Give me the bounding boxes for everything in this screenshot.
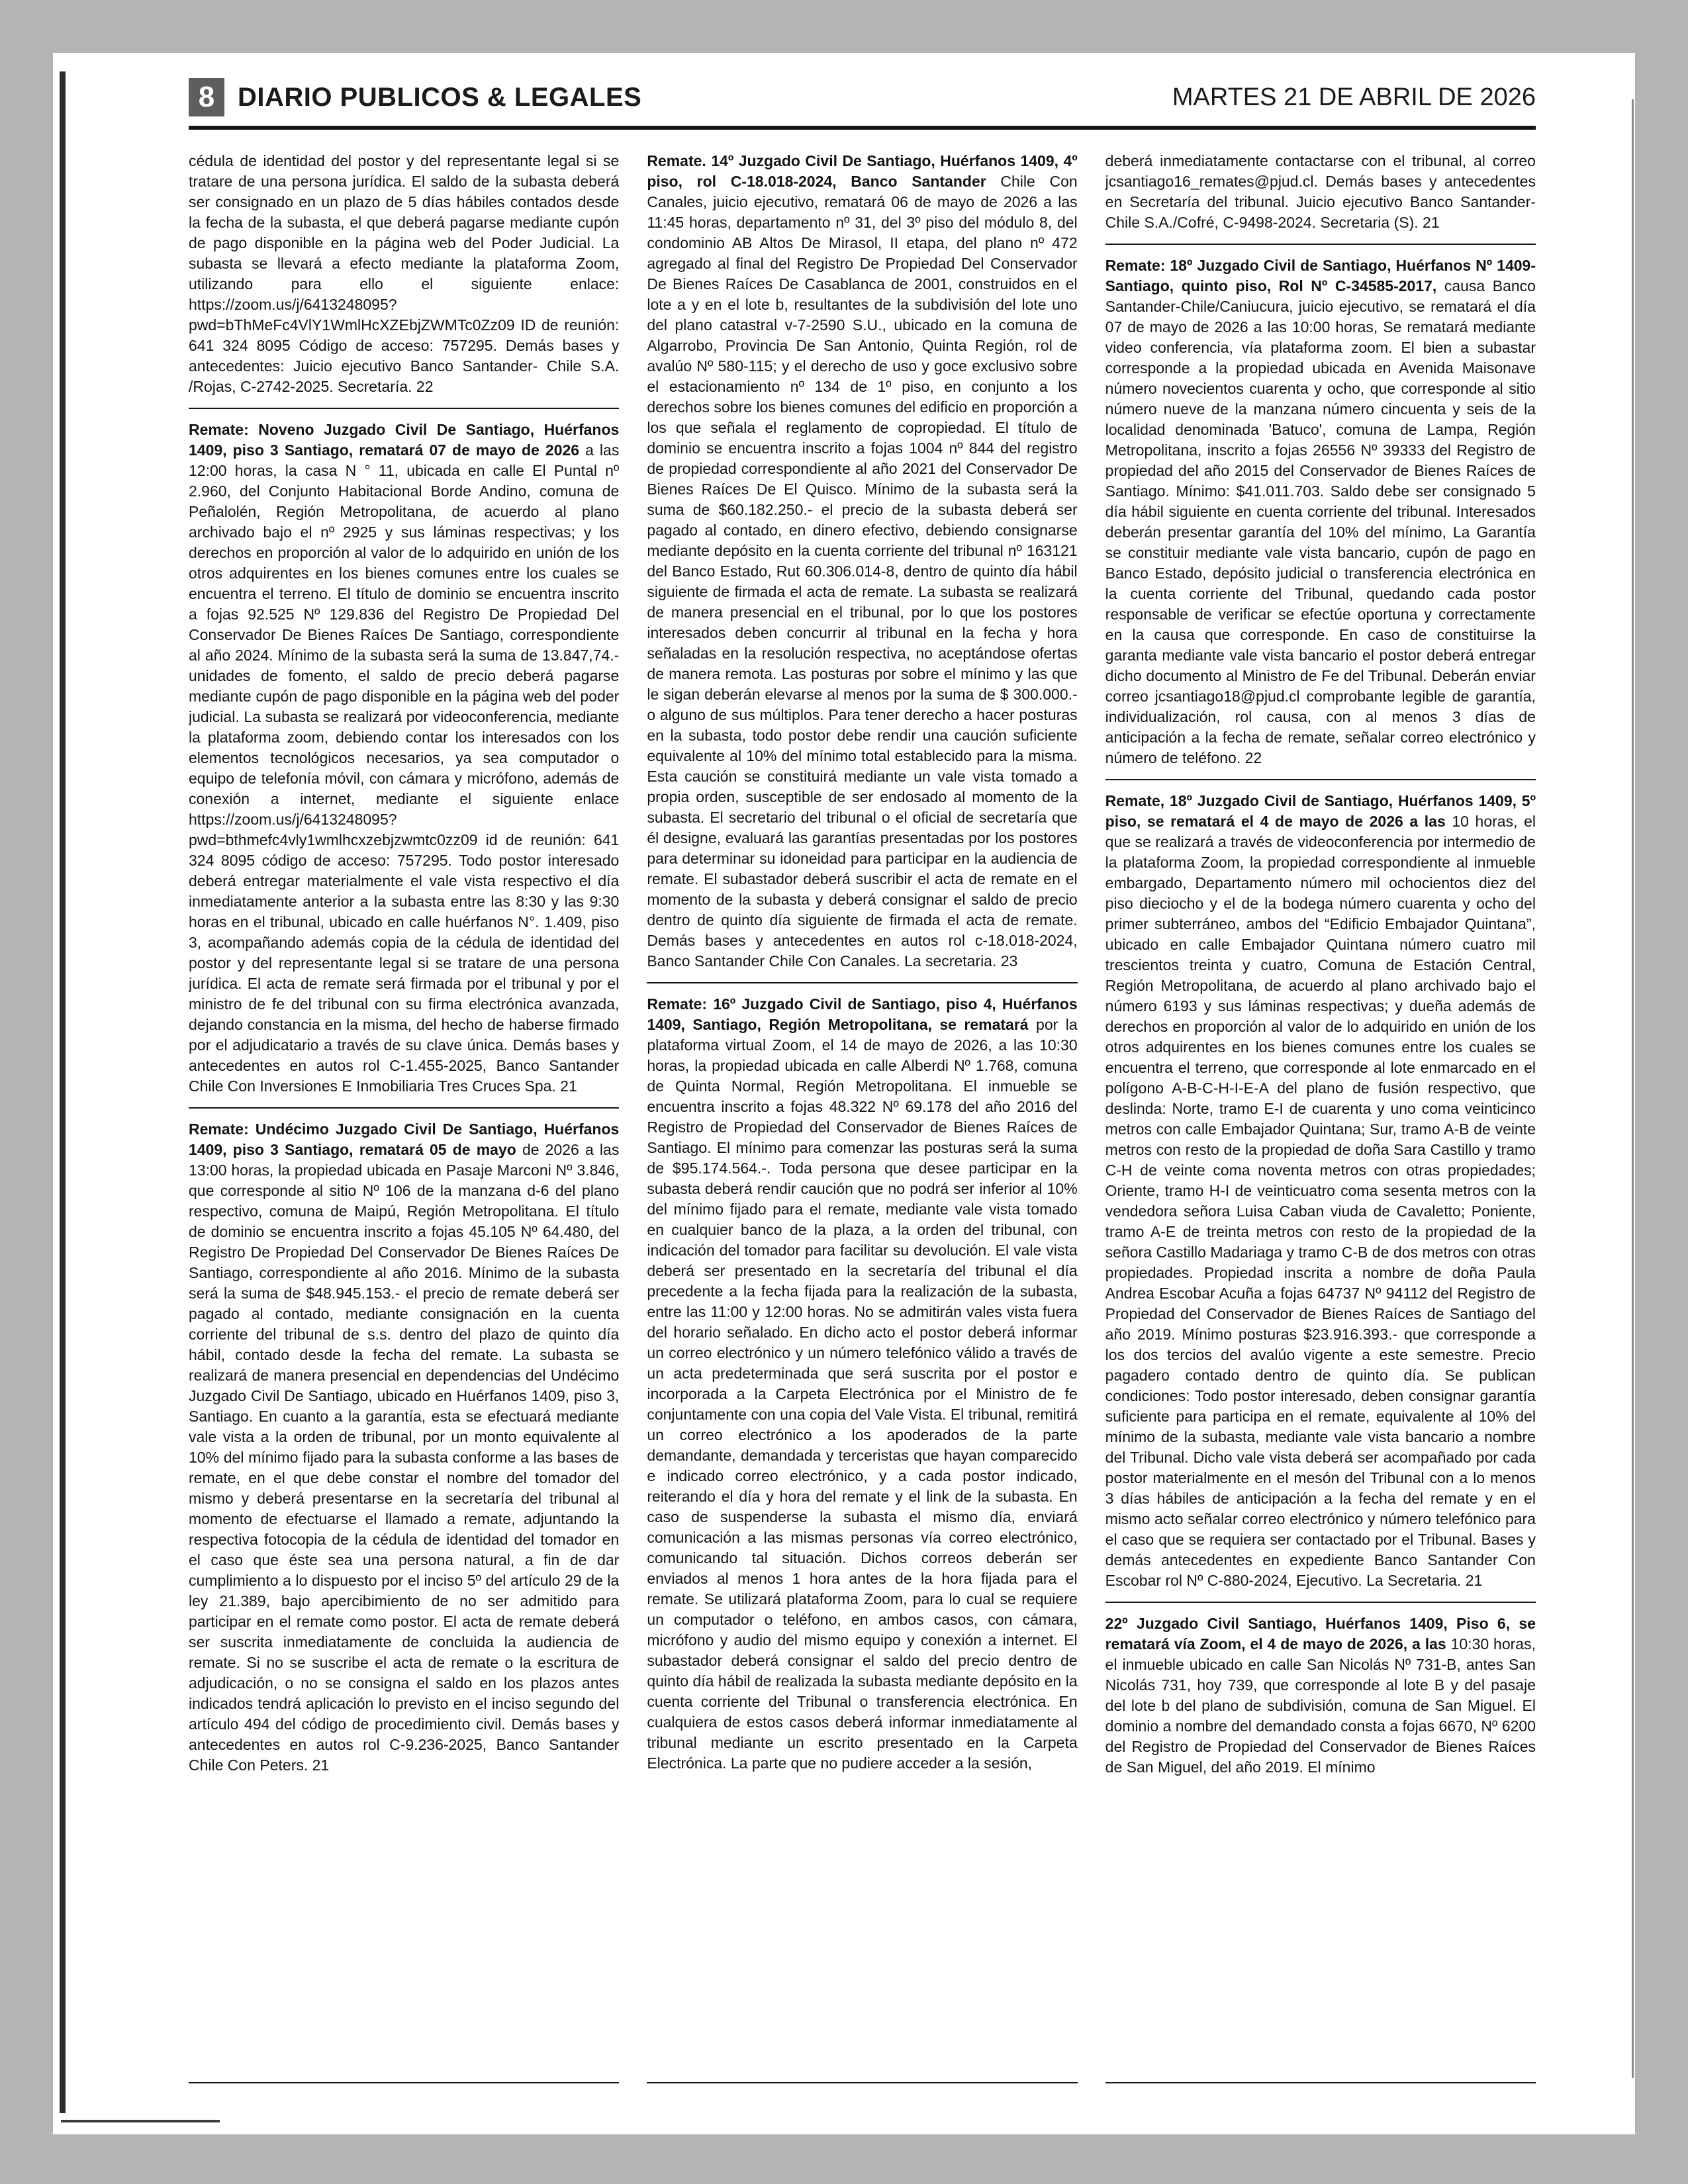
notice-body: 10:30 horas, el inmueble ubicado en calle San Nicolás Nº 731-B, antes San Nicolás 731, hoy 739, que corresponde al lote B y del pasaje del lote b del plano de subdivisión, comuna de San Miguel. El dominio a nombre del demandado consta a fojas 6670, Nº 6200 del Registro de Propiedad del Conservador de Bienes Raíces de San Miguel, del año 2019. El mínimo <box>1105 1635 1536 1776</box>
scan-edge-bottom <box>61 2120 220 2122</box>
newspaper-sheet <box>53 53 1635 2134</box>
notice-body: Chile Con Canales, juicio ejecutivo, rematará 06 de mayo de 2026 a las 11:45 horas, departamento nº 31, del 3º piso del módulo 8, del condominio AB Altos De Mirasol, II etapa, del plano nº 472 agregado al final del Registro De Propiedad Del Conservador De Bienes Raíces De Casablanca de 2001, construidos en el lote a y en el lote b, resultantes de la subdivisión del lote uno del plano catastral v-7-2590 S.U., ubicado en la comuna de Algarrobo, Provincia De San Antonio, Quinta Región, rol de avalúo Nº 580-115; y el derecho de uso y goce exclusivo sobre el estacionamiento nº 134 de 1º piso, en conjunto a los derechos sobre los bienes comunes del edificio en proporción a los que señala el reglamento de copropiedad. El título de dominio se encuentra inscrito a fojas 1004 nº 844 del registro de propiedad correspondiente al año 2021 del Conservador De Bienes Raíces De El Quisco. Mínimo de la subasta será la suma de $60.182.250.- el precio de la subasta deberá ser pagado al contado, en dinero efectivo, debiendo consignarse mediante depósito en la cuenta corriente del tribunal nº 163121 del Banco Estado, Rut 60.306.014-8, dentro de quinto día hábil siguiente de firmada el acta de remate. La subasta se realizará de manera presencial en el tribunal, por lo que los postores interesados deben concurrir al tribunal en la fecha y hora señaladas en la resolución respectiva, no aceptándose ofertas de manera remota. Las posturas por sobre el mínimo y las que le sigan deberán elevarse al menos por la suma de $ 300.000.- o alguno de sus múltiplos. Para tener derecho a hacer posturas en la subasta, todo postor debe rendir una caución suficiente equivalente al 10% del mínimo total establecido para la misma. Esta caución se constituirá mediante un vale vista tomado a propia orden, susceptible de ser endosado al momento de la subasta. El secretario del tribunal o el oficial de secretaría que él designe, evaluará las garantías presentadas por los postores para determinar su idoneidad para participar en la audiencia de remate. El subastador deberá suscribir el acta de remate en el momento de la subasta y deberá consignar el saldo de precio dentro de quinto día siguiente de firmada el acta de remate. Demás bases y antecedentes en autos rol c-18.018-2024, Banco Santander Chile Con Canales. La secretaria. 23 <box>647 173 1078 970</box>
header-rule <box>189 126 1536 130</box>
notice-lead: Remate: Undécimo Juzgado Civil De Santiago, Huérfanos 1409, piso 3 Santiago, rematará 05 de mayo <box>189 1120 620 1158</box>
notice-paragraph <box>189 420 619 1097</box>
edition-date: MARTES 21 DE ABRIL DE 2026 <box>1172 83 1536 111</box>
scan-edge-left <box>60 71 66 2113</box>
notices-area <box>189 151 1536 2078</box>
notice-lead: Remate: 18º Juzgado Civil de Santiago, Huérfanos Nº 1409- Santiago, quinto piso, Rol Nº C-34585-2017, <box>1105 257 1536 295</box>
notice <box>189 151 619 409</box>
notice-body: 10 horas, el que se realizará a través de videoconferencia por intermedio de la plataforma Zoom, la propiedad correspondiente al inmueble embargado, Departamento número mil ochocientos diez del piso dieciocho y el de la bodega número cuarenta y ocho del primer subterráneo, ambos del “Edificio Embajador Quintana”, ubicado en calle Embajador Quintana número cuatro mil trescientos treinta y cuatro, Comuna de Estación Central, Región Metropolitana, de acuerdo al plano archivado bajo el número 6193 y sus láminas respectivas; y dueña además de derechos en proporción al valor de lo adquirido en unión de los otros adquirentes en los bienes comunes entre los cuales se encuentra el terreno, que corresponde al lote enmarcado en el polígono A-B-C-H-I-E-A del plano de fusión respectivo, que deslinda: Norte, tramo E-I de cuarenta y uno coma veinticinco metros con calle Embajador Quintana; Sur, tramo A-B de veinte metros con resto de la propiedad de doña Sara Castillo y tramo C-H de veinte coma noventa metros con otras propiedades; Oriente, tramo H-I de veinticuatro coma sesenta metros con la vendedora señora Luisa Caban viuda de Cavaletto; Poniente, tramo A-E de treinta metros con resto de la propiedad de la señora Castillo Madariaga y tramo C-B de dos metros con otras propiedades. Propiedad inscrita a nombre de doña Paula Andrea Escobar Acuña a fojas 64737 Nº 94112 del Registro de Propiedad del Conservador de Bienes Raíces de Santiago del año 2019. Mínimo posturas $23.916.393.- que corresponde a los dos tercios del avalúo vigente a este semestre. Precio pagadero contado dentro de quinto día. Se publican condiciones: Todo postor interesado, deben consignar garantía suficiente para participa en el remate, equivalente al 10% del mínimo de la subasta, mediante vale vista bancario a nombre del Tribunal. Dicho vale vista deberá ser acompañado por cada postor materialmente en el mesón del Tribunal con a lo menos 3 días hábiles de anticipación a la fecha del remate y en el mismo acto señalar correo electrónico y número telefónico para el caso que se requiera ser contactado por el Tribunal. Bases y demás antecedentes en expediente Banco Santander Con Escobar rol Nº C-880-2024, Ejecutivo. La Secretaria. 21 <box>1105 813 1536 1589</box>
notice <box>647 151 1077 983</box>
notice-paragraph <box>647 151 1077 972</box>
notice <box>1105 151 1536 245</box>
notice-body: a las 12:00 horas, la casa N ° 11, ubicada en calle El Puntal nº 2.960, del Conjunto Habitacional Borde Andino, comuna de Peñalolén, Región Metropolitana, de acuerdo al plano archivado bajo el nº 2925 y sus láminas respectivas; y los derechos en proporción al valor de lo adquirido en unión de los otros adquirentes en los bienes comunes entre los cuales se encuentra el terreno. El título de dominio se encuentra inscrito a fojas 92.525 Nº 129.836 del Registro De Propiedad Del Conservador De Bienes Raíces De Santiago, correspondiente al año 2024. Mínimo de la subasta será la suma de 13.847,74.- unidades de fomento, el saldo de precio deberá pagarse mediante cupón de pago disponible en la página web del poder judicial. La subasta se realizará por videoconferencia, mediante la plataforma zoom, debiendo contar los interesados con los elementos tecnológicos necesarios, ya sea computador o equipo de telefonía móvil, con cámara y micrófono, además de conexión a internet, mediante el siguiente enlace https://zoom.us/j/6413248095?pwd=bthmefc4vly1wmlhcxzebjzwmtc0zz09 id de reunión: 641 324 8095 código de acceso: 757295. Todo postor interesado deberá entregar materialmente el vale vista respectivo el día inmediatamente anterior a la subasta entre las 8:30 y las 9:30 horas en el tribunal, ubicado en calle huérfanos N°. 1.409, piso 3, acompañando además copia de la cédula de identidad del postor y del representante legal si se tratare de una persona jurídica. El acta de remate será firmada por el tribunal y por el ministro de fe del tribunal con su firma electrónica avanzada, dejando constancia en la misma, del hecho de haberse firmado por el adjudicatario a través de su clave única. Demás bases y antecedentes en autos rol C-1.455-2025, Banco Santander Chile Con Inversiones E Inmobiliaria Tres Cruces Spa. 21 <box>189 441 620 1095</box>
page-number-badge: 8 <box>189 78 224 116</box>
scan-edge-right <box>1632 99 1634 2078</box>
notice-body: cédula de identidad del postor y del representante legal si se tratare de una persona jurídica. El saldo de la subasta deberá ser consignado en un plazo de 5 días hábiles contados desde la fecha de la subasta, el que deberá pagarse mediante cupón de pago disponible en la página web del Poder Judicial. La subasta se llevará a efecto mediante la plataforma Zoom, utilizando para ello el siguiente enlace: https://zoom.us/j/6413248095?pwd=bThMeFc4VlY1WmlHcXZEbjZWMTc0Zz09 ID de reunión: 641 324 8095 Código de acceso: 757295. Demás bases y antecedentes: Juicio ejecutivo Banco Santander- Chile S.A. /Rojas, C-2742-2025. Secretaría. 22 <box>189 152 620 395</box>
notice-lead: Remate. 14º Juzgado Civil De Santiago, Huérfanos 1409, 4º piso, rol C-18.018-2024, Banco Santander <box>647 152 1078 190</box>
page-content <box>189 78 1536 2083</box>
notice-body: deberá inmediatamente contactarse con el tribunal, al correo jcsantiago16_remates@pjud.cl. Demás bases y antecedentes en Secretaría del tribunal. Juicio ejecutivo Banco Santander- Chile S.A./Cofré, C-9498-2024. Secretaria (S). 21 <box>1105 152 1536 231</box>
column-1 <box>189 151 619 2078</box>
notice-body: de 2026 a las 13:00 horas, la propiedad ubicada en Pasaje Marconi Nº 3.846, que corresponde al sitio Nº 106 de la manzana d-6 del plano respectivo, comuna de Maipú, Región Metropolitana. El título de dominio se encuentra inscrito a fojas 45.105 Nº 64.480, del Registro De Propiedad Del Conservador De Bienes Raíces De Santiago, correspondiente al año 2016. Mínimo de la subasta será la suma de $48.945.153.- el precio de remate deberá ser pagado al contado, mediante consignación en la cuenta corriente del tribunal de s.s. dentro del plazo de quinto día hábil, contado desde la fecha del remate. La subasta se realizará de manera presencial en dependencias del Undécimo Juzgado Civil De Santiago, ubicado en Huérfanos 1409, piso 3, Santiago. En cuanto a la garantía, esta se efectuará mediante vale vista a la orden de tribunal, por un monto equivalente al 10% del mínimo fijado para la subasta conforme a las bases de remate, en el que debe constar el nombre del tomador del mismo y deberá presentarse en la secretaría del tribunal al momento de efectuarse el llamado a remate, adjuntando la respectiva fotocopia de la cédula de identidad del tomador en el caso que éste sea una persona natural, a fin de dar cumplimiento a lo dispuesto por el inciso 5º del artículo 29 de la ley 21.389, bajo apercibimiento de no ser admitido para participar en el remate como postor. El acta de remate deberá ser suscrita inmediatamente de concluida la audiencia de remate. Si no se suscribe el acta de remate o la escritura de adjudicación, o no se consigna el saldo en los plazos antes indicados tendrá aplicación lo previsto en el inciso segundo del artículo 494 del código de procedimiento civil. Demás bases y antecedentes en autos rol C-9.236-2025, Banco Santander Chile Con Peters. 21 <box>189 1141 620 1774</box>
column-bottom-rules <box>189 2082 1536 2083</box>
notice-paragraph <box>1105 255 1536 768</box>
notice-body: causa Banco Santander-Chile/Caniucura, juicio ejecutivo, se rematará el día 07 de mayo de 2026 a las 10:00 horas, Se rematará mediante video conferencia, vía plataforma zoom. El bien a subastar corresponde a la propiedad ubicada en Avenida Maisonave número novecientos cuarenta y ocho, que corresponde al sitio número nueve de la manzana número cincuenta y seis de la localidad denominada 'Batuco', comuna de Lampa, Región Metropolitana, inscrito a fojas 26556 Nº 39333 del Registro de propiedad del año 2015 del Conservador de Bienes Raíces de Santiago. Mínimo: $41.011.703. Saldo debe ser consignado 5 día hábil siguiente en cuenta corriente del tribunal. Interesados deberán presentar garantía del 10% del mínimo, La Garantía se constituir mediante vale vista bancario, cupón de pago en Banco Estado, depósito judicial o transferencia electrónica en la cuenta corriente del Tribunal, quedando cada postor responsable de verificar se efectúe oportuna y correctamente en la causa que corresponde. En caso de constituirse la garanta mediante vale vista bancario el postor deberá entregar dicho documento al Ministro de Fe del Tribunal. Deberán enviar correo jcsantiago18@pjud.cl comprobante legible de garantía, individualización, rol causa, con al menos 3 días de anticipación a la fecha de remate, señalar correo electrónico y número de teléfono. 22 <box>1105 277 1536 766</box>
notice <box>189 420 619 1109</box>
notice-lead: Remate: 16º Juzgado Civil de Santiago, piso 4, Huérfanos 1409, Santiago, Región Metropolitana, se rematará <box>647 995 1078 1033</box>
bottom-rule <box>1105 2082 1536 2083</box>
notice-lead: Remate, 18º Juzgado Civil de Santiago, Huérfanos 1409, 5º piso, se rematará el 4 de mayo de 2026 a las <box>1105 792 1536 830</box>
notice-lead: 22º Juzgado Civil Santiago, Huérfanos 1409, Piso 6, se rematará vía Zoom, el 4 de mayo de 2026, a las <box>1105 1615 1536 1653</box>
notice-paragraph <box>1105 1614 1536 1778</box>
notice-paragraph <box>1105 151 1536 233</box>
bottom-rule <box>189 2082 619 2083</box>
notice-paragraph <box>189 151 619 397</box>
column-2 <box>647 151 1077 2078</box>
notice-body: por la plataforma virtual Zoom, el 14 de mayo de 2026, a las 10:30 horas, la propiedad ubicada en calle Alberdi Nº 1.768, comuna de Quinta Normal, Región Metropolitana. El inmueble se encuentra inscrito a fojas 48.322 Nº 69.178 del año 2016 del Registro de Propiedad del Conservador de Bienes Raíces de Santiago. El mínimo para comenzar las posturas será la suma de $95.174.564.-. Toda persona que desee participar en la subasta deberá rendir caución que no podrá ser inferior al 10% del mínimo fijado para el remate, mediante vale vista tomado en cualquier banco de la plaza, a la orden del tribunal, con indicación del tomador para facilitar su devolución. El vale vista deberá ser presentado en la secretaría del tribunal el día precedente a la fecha fijada para la realización de la subasta, entre las 11:00 y 12:00 horas. No se admitirán vales vista fuera del horario señalado. En dicho acto el postor deberá informar un correo electrónico y un número telefónico válido a través de un acta predeterminada que será suscrita por el postor e incorporada a la Carpeta Electrónica por el Ministro de fe conjuntamente con una copia del Vale Vista. El tribunal, remitirá un correo electrónico a los apoderados de la parte demandante, demandada y terceristas que hayan comparecido e indicado correo electrónico, y a cada postor indicado, reiterando el día y hora del remate y el link de la subasta. En caso de suspenderse la subasta el mismo día, enviará comunicación a las mismas personas vía correo electrónico, comunicando tal situación. Dichos correos deberán ser enviados al menos 1 hora antes de la hora fijada para el remate. Se utilizará plataforma Zoom, para lo cual se requiere un computador o teléfono, en ambos casos, con cámara, micrófono y audio del mismo equipo y conexión a internet. El subastador deberá consignar el saldo del precio dentro de quinto día hábil de realizada la subasta mediante depósito en la cuenta corriente del Tribunal o transferencia electrónica. En cualquiera de estos casos deberá informar inmediatamente al tribunal mediante un escrito presentado en la Carpeta Electrónica. La parte que no pudiere acceder a la sesión, <box>647 1016 1078 1772</box>
notice-paragraph <box>1105 791 1536 1591</box>
page-header <box>189 78 1536 116</box>
notice <box>1105 791 1536 1603</box>
notice-paragraph <box>647 994 1077 1774</box>
notice <box>1105 1614 1536 1788</box>
column-3 <box>1105 151 1536 2078</box>
notice-paragraph <box>189 1119 619 1776</box>
notice <box>189 1119 619 1786</box>
bottom-rule <box>647 2082 1077 2083</box>
notice <box>1105 255 1536 780</box>
masthead-title: DIARIO PUBLICOS & LEGALES <box>238 82 642 112</box>
notice <box>647 994 1077 1784</box>
notice-lead: Remate: Noveno Juzgado Civil De Santiago, Huérfanos 1409, piso 3 Santiago, rematará 07 de mayo de 2026 <box>189 421 620 459</box>
